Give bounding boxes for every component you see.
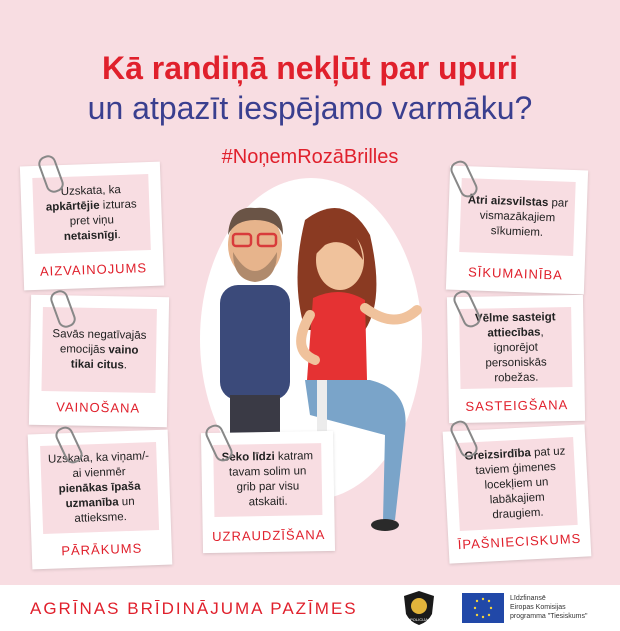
badge-text: POLICIJA: [410, 617, 428, 622]
police-badge-icon: [402, 590, 436, 626]
hashtag: #NoņemRozāBrilles: [221, 146, 399, 168]
footer: [0, 585, 620, 631]
card-text: Vēlme sasteigt attiecības, ignorējot personiskās robežas.: [459, 307, 572, 389]
card-label: PĀRĀKUMS: [61, 540, 143, 559]
footer-text: AGRĪNAS BRĪDINĀJUMA PAZĪMES: [30, 599, 358, 618]
card-text: Ātri aizsvilstas par vismazākajiem sīkumiem.: [459, 178, 576, 256]
card-label: SĪKUMAINĪBA: [467, 264, 564, 283]
card-label: ĪPAŠNIECISKUMS: [457, 530, 582, 553]
card-label: AIZVAINOJUMS: [39, 260, 148, 279]
page-title: Kā randiņā nekļūt par upuri: [101, 50, 519, 86]
card-label: UZRAUDZĪŠANA: [212, 527, 326, 544]
card-text: Greizsirdība pat uz taviem ģimenes locekļiem un labākajiem draugiem.: [455, 437, 577, 531]
eu-flag-icon: [462, 593, 504, 623]
page-subtitle: un atpazīt iespējamo varmāku?: [87, 90, 533, 126]
card-aizvainojums: [20, 162, 164, 291]
card-text: Seko līdzi katram tavam solim un grib par visu atskaiti.: [213, 443, 322, 517]
card-text: Uzskata, ka apkārtējie izturas pret viņu netaisnīgi.: [32, 174, 151, 254]
card-label: VAINOŠANA: [56, 399, 141, 416]
card-text: Uzskata, ka viņam/-ai vienmēr pienākas īpaša uzmanība un attieksme.: [40, 442, 159, 534]
card-label: SASTEIGŠANA: [465, 397, 569, 414]
card-vainosana: [29, 295, 169, 427]
card-parakums: [28, 430, 173, 570]
eu-cofunding-text: Līdzfinansē Eiropas Komisijas programma "Tiesiskums": [510, 595, 588, 620]
card-text: Savās negatīvajās emocijās vaino tikai citus.: [41, 307, 156, 393]
